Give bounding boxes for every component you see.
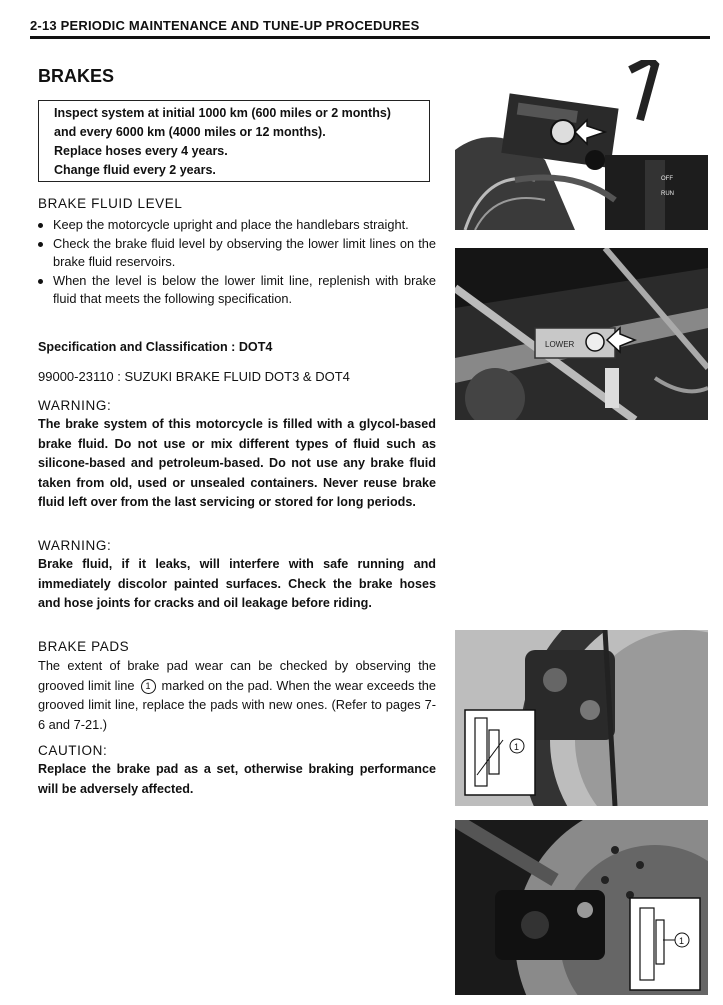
photo-caliper-rear [455,820,708,995]
switch-off-label: OFF [661,176,673,182]
bullet-item [38,216,436,235]
warning-heading: WARNING: [38,398,112,413]
bullet-text: Keep the motorcycle upright and place the handlebars straight. [53,217,409,232]
callout-1: 1 [514,742,520,752]
warning-heading: WARNING: [38,538,112,553]
callout-1: 1 [679,936,685,946]
brake-pads-text [38,656,436,734]
bullet-text: Check the brake fluid level by observing the lower limit lines on the brake fluid reservoirs. [53,235,436,269]
photo-handlebar-reservoir [455,60,708,230]
page-header: 2-13 PERIODIC MAINTENANCE AND TUNE-UP PROCEDURES [30,18,420,33]
bullet-dot [38,242,43,247]
photo-caliper-front [455,630,708,806]
callout-marker: 1 [141,679,156,694]
switch-run-label: RUN [661,191,674,197]
schedule-line: Change fluid every 2 years. [54,163,216,177]
bullet-item [38,235,436,272]
caution-text: Replace the brake pad as a set, otherwise braking performance will be adversely affected. [38,762,436,796]
schedule-line: and every 6000 km (4000 miles or 12 months). [54,125,326,139]
bullet-item [38,272,436,309]
fluid-level-bullets [38,216,436,309]
reservoir-lower-label: LOWER [545,340,575,349]
schedule-line: Replace hoses every 4 years. [54,144,228,158]
photo-rear-reservoir [455,248,708,420]
caution-heading: CAUTION: [38,743,108,758]
header-rule [30,36,710,39]
warning-text: The brake system of this motorcycle is filled with a glycol-based brake fluid. Do not use or mix different types of fluid such as silicone-based and petroleum-based. Do not use any brake fluid taken from old, used or unsealed containers. Never reuse brake fluid left over from the last servicing or stored for long periods. [38,417,436,509]
brake-pads-heading: BRAKE PADS [38,639,130,654]
schedule-line: Inspect system at initial 1000 km (600 miles or 2 months) [54,106,391,120]
section-title: BRAKES [38,66,115,86]
bullet-dot [38,279,43,284]
bullet-dot [38,223,43,228]
inspection-schedule-box [38,100,430,182]
warning-text: Brake fluid, if it leaks, will interfere with safe running and immediately discolor painted surfaces. Check the brake hoses and hose joints for cracks and oil leakage before riding. [38,557,436,610]
fluid-level-heading: BRAKE FLUID LEVEL [38,196,183,211]
part-number-line: 99000-23110 : SUZUKI BRAKE FLUID DOT3 & DOT4 [38,369,350,384]
bullet-text: When the level is below the lower limit line, replenish with brake fluid that meets the following specification. [53,272,436,306]
brake-pads-text-end: marked on the pad. When the wear exceeds the grooved limit line, replace the pads with new ones. (Refer to pages 7-6 and 7-21.) [38,677,436,732]
spec-line: Specification and Classification : DOT4 [38,340,273,354]
brake-pads-text-start: The extent of brake pad wear can be checked by observing the grooved limit line [38,658,436,693]
